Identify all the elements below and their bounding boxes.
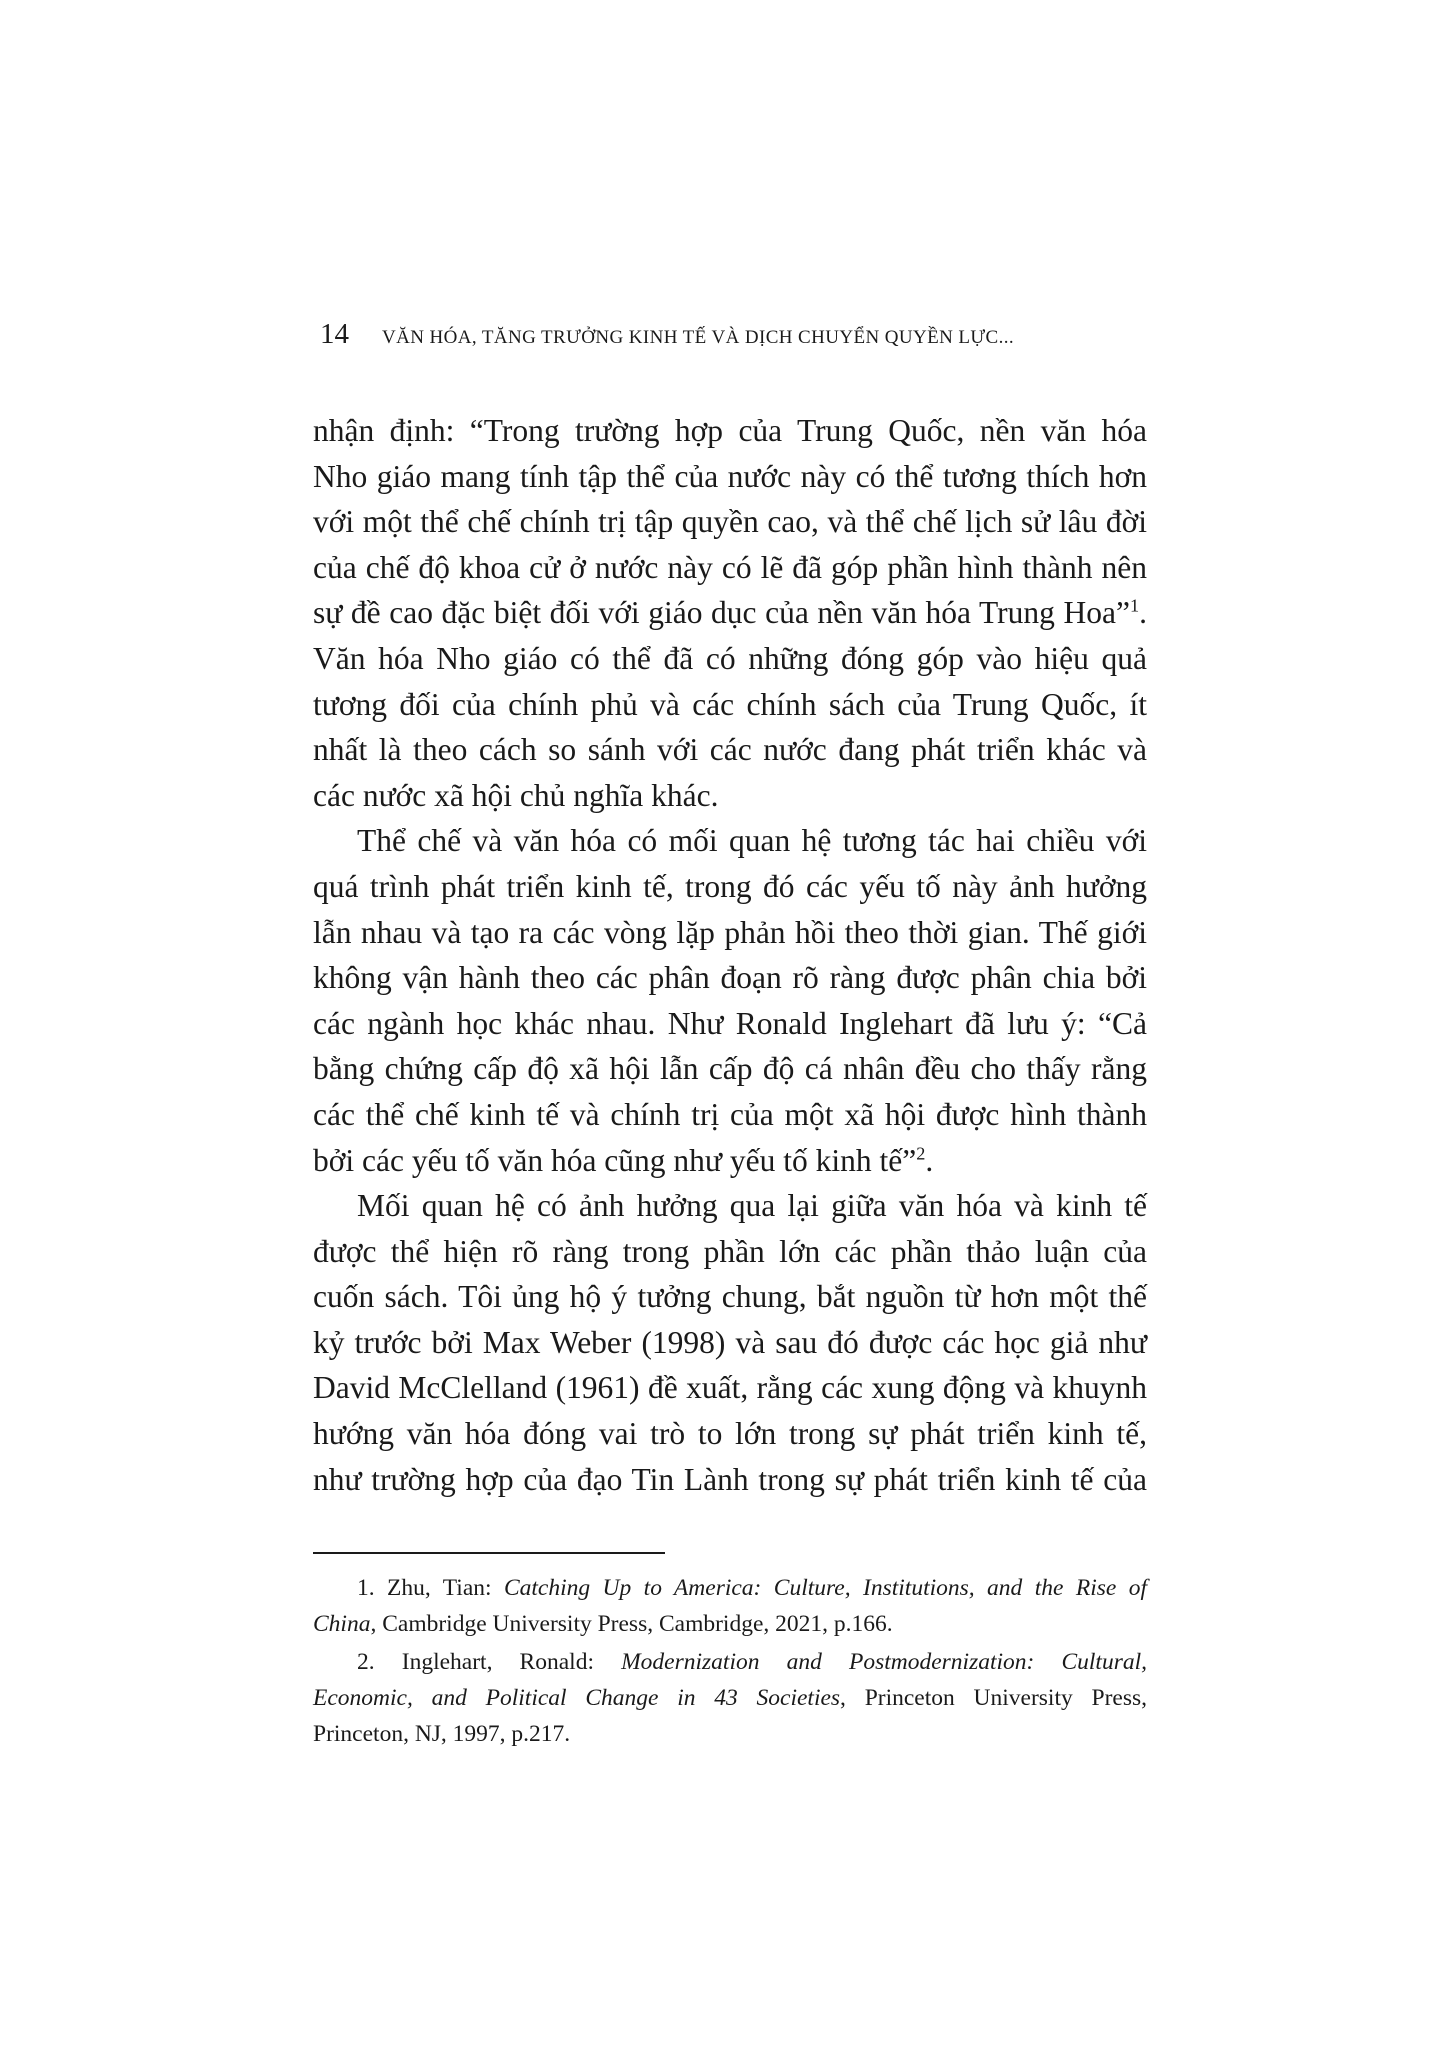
paragraph-2 [313, 818, 1147, 1183]
text-line: như trường hợp của đạo Tin Lành trong sự phát triển kinh tế của [313, 1461, 1147, 1497]
footnotes [313, 1570, 1147, 1754]
text-line: kỷ trước bởi Max Weber (1998) và sau đó được các học giả như [313, 1324, 1147, 1360]
body-text [313, 408, 1147, 1502]
footnote-source: , Cambridge University Press, Cambridge, 2021, p.166. [370, 1611, 893, 1637]
page-number: 14 [320, 318, 349, 350]
footnote-ref-1[interactable]: 1 [1129, 595, 1140, 616]
text-line: không vận hành theo các phân đoạn rõ ràng được phân chia bởi [313, 960, 1147, 996]
text-line: với một thể chế chính trị tập quyền cao, và thể chế lịch sử lâu đời [313, 504, 1147, 540]
text-line: của chế độ khoa cử ở nước này có lẽ đã góp phần hình thành nên [313, 549, 1147, 585]
text-line: Thể chế và văn hóa có mối quan hệ tương tác hai chiều với [357, 823, 1147, 859]
text-line: tương đối của chính phủ và các chính sách của Trung Quốc, ít [313, 686, 1147, 722]
running-title: VĂN HÓA, TĂNG TRƯỞNG KINH TẾ VÀ DỊCH CHUYỂN QUYỀN LỰC... [382, 327, 1015, 348]
text-line: cuốn sách. Tôi ủng hộ ý tưởng chung, bắt nguồn từ hơn một thế [313, 1279, 1147, 1315]
footnote-1 [313, 1570, 1147, 1642]
text-line: hướng văn hóa đóng vai trò to lớn trong sự phát triển kinh tế, [313, 1416, 1147, 1452]
text-line: nhất là theo cách so sánh với các nước đang phát triển khác và [313, 732, 1147, 768]
text-line: lẫn nhau và tạo ra các vòng lặp phản hồi theo thời gian. Thế giới [313, 914, 1147, 950]
text-line [313, 590, 1147, 636]
text-line: các thể chế kinh tế và chính trị của một xã hội được hình thành [313, 1096, 1147, 1132]
text-line: David McClelland (1961) đề xuất, rằng các xung động và khuynh [313, 1370, 1147, 1406]
footnote-ref-2[interactable]: 2 [916, 1143, 926, 1163]
text-line: các nước xã hội chủ nghĩa khác. [313, 777, 719, 813]
footnote-title: China [313, 1611, 371, 1637]
footnote-lead: 1. Zhu, Tian: [357, 1575, 504, 1601]
text-line: được thể hiện rõ ràng trong phần lớn các phần thảo luận của [313, 1233, 1147, 1269]
footnote-line [313, 1570, 1147, 1606]
footnote-line [313, 1680, 1147, 1716]
text-line: bằng chứng cấp độ xã hội lẫn cấp độ cá nhân đều cho thấy rằng [313, 1051, 1147, 1087]
text-segment: sự đề cao đặc biệt đối với giáo dục của nền văn hóa Trung Hoa” [313, 595, 1130, 631]
text-segment: . [1139, 595, 1147, 631]
text-line: Mối quan hệ có ảnh hưởng qua lại giữa văn hóa và kinh tế [357, 1188, 1147, 1224]
footnote-line [313, 1606, 1147, 1642]
text-segment: bởi các yếu tố văn hóa cũng như yếu tố kinh tế” [313, 1142, 917, 1178]
footnote-title: Economic, and Political Change in 43 Societies [313, 1685, 841, 1711]
text-line: nhận định: “Trong trường hợp của Trung Quốc, nền văn hóa [313, 413, 1147, 448]
text-line: Nho giáo mang tính tập thể của nước này có thể tương thích hơn [313, 458, 1147, 494]
footnote-lead: 2. Inglehart, Ronald: [357, 1649, 622, 1675]
running-header [320, 318, 1140, 362]
text-line: các ngành học khác nhau. Như Ronald Inglehart đã lưu ý: “Cả [313, 1005, 1147, 1041]
paragraph-3 [313, 1183, 1147, 1502]
footnote-title: Modernization and Postmodernization: Cultural, [621, 1649, 1147, 1675]
paragraph-1 [313, 408, 1147, 818]
footnote-line: Princeton, NJ, 1997, p.217. [313, 1721, 571, 1747]
footnote-2 [313, 1644, 1147, 1752]
text-segment: . [925, 1142, 934, 1178]
footnote-divider [313, 1552, 665, 1554]
text-line: Văn hóa Nho giáo có thể đã có những đóng góp vào hiệu quả [313, 640, 1147, 676]
footnote-title: Catching Up to America: Culture, Institutions, and the Rise of [503, 1575, 1147, 1601]
footnote-source: , Princeton University Press, [840, 1685, 1147, 1711]
footnote-line [313, 1644, 1147, 1680]
text-line [313, 1138, 1147, 1184]
text-line: quá trình phát triển kinh tế, trong đó các yếu tố này ảnh hưởng [313, 868, 1147, 904]
